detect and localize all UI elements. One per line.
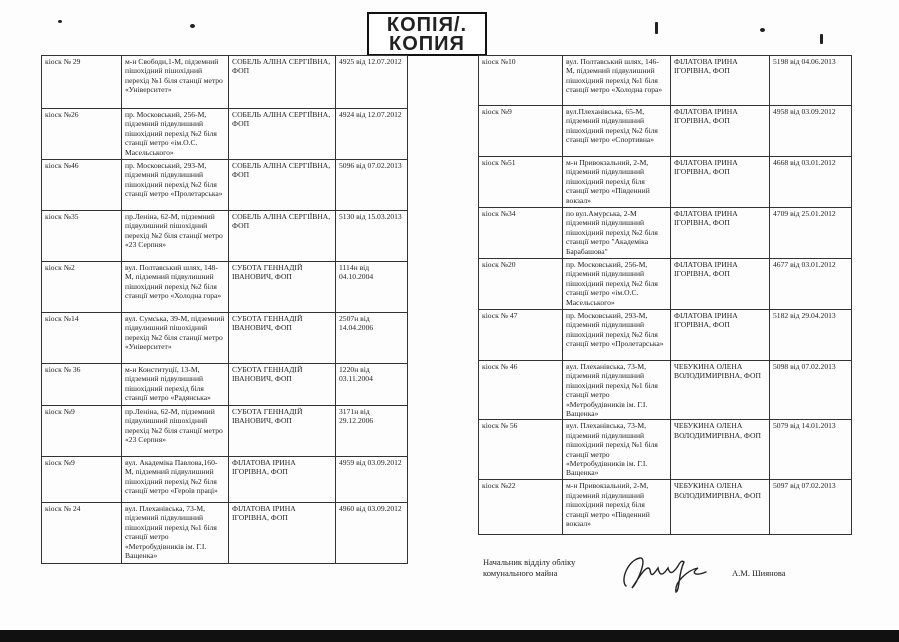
kiosk-number-cell: кіоск №14 xyxy=(42,313,122,364)
contract-cell: 5182 від 29.04.2013 xyxy=(770,310,852,361)
owner-cell: ФІЛАТОВА ІРИНА ІГОРІВНА, ФОП xyxy=(671,157,770,208)
scan-speck xyxy=(58,20,62,23)
signature-image xyxy=(618,552,713,594)
contract-cell: 1114н від 04.10.2004 xyxy=(336,262,408,313)
address-cell: м-н Привокзальний, 2-М, підземний підвулишний пішохідний перехід біля станції метро «Південний вокзал» xyxy=(563,157,671,208)
kiosk-number-cell: кіоск № 24 xyxy=(42,503,122,564)
contract-cell: 5130 від 15.03.2013 xyxy=(336,211,408,262)
owner-cell: СОБЕЛЬ АЛІНА СЕРГІЇВНА, ФОП xyxy=(229,109,336,160)
address-cell: пр. Московський, 293-М, підземний підвулишний пішохідний перехід №2 біля станції метро «Пролетарська» xyxy=(563,310,671,361)
contract-cell: 5096 від 07.02.2013 xyxy=(336,160,408,211)
kiosk-number-cell: кіоск № 56 xyxy=(479,420,563,480)
owner-cell: ФІЛАТОВА ІРИНА ІГОРІВНА, ФОП xyxy=(671,56,770,106)
contract-cell: 5097 від 07.02.2013 xyxy=(770,480,852,535)
position-line-1: Начальник відділу обліку xyxy=(483,557,576,567)
kiosk-number-cell: кіоск №26 xyxy=(42,109,122,160)
address-cell: вул.Плеханівська, 65-М, підземний підвулишний пішохідний перехід №2 біля станції метро «Спортивна» xyxy=(563,106,671,157)
contract-cell: 4925 від 12.07.2012 xyxy=(336,56,408,109)
table-row xyxy=(42,160,408,211)
table-row xyxy=(42,503,408,564)
scan-speck xyxy=(655,22,658,34)
table-row xyxy=(42,56,408,109)
owner-cell: СУБОТА ГЕННАДІЙ ІВАНОВИЧ, ФОП xyxy=(229,364,336,406)
address-cell: пр.Леніна, 62-М, підземний підвулишний пішохідний перехід №2 біля станції метро «23 Серпня» xyxy=(122,406,229,457)
kiosk-number-cell: кіоск №20 xyxy=(479,259,563,310)
copy-stamp xyxy=(367,12,487,56)
kiosk-number-cell: кіоск №2 xyxy=(42,262,122,313)
kiosk-number-cell: кіоск №9 xyxy=(42,406,122,457)
table-row xyxy=(479,259,852,310)
contract-cell: 4677 від 03.01.2012 xyxy=(770,259,852,310)
kiosk-number-cell: кіоск №9 xyxy=(42,457,122,503)
owner-cell: ФІЛАТОВА ІРИНА ІГОРІВНА, ФОП xyxy=(671,208,770,259)
scan-speck xyxy=(760,28,765,32)
stamp-line-2: КОПИЯ xyxy=(389,33,465,55)
position-line-2: комунального майна xyxy=(483,568,558,578)
kiosk-number-cell: кіоск № 36 xyxy=(42,364,122,406)
kiosk-number-cell: кіоск №46 xyxy=(42,160,122,211)
contract-cell: 4959 від 03.09.2012 xyxy=(336,457,408,503)
kiosk-number-cell: кіоск № 47 xyxy=(479,310,563,361)
scan-edge xyxy=(0,630,899,642)
owner-cell: СОБЕЛЬ АЛІНА СЕРГІЇВНА, ФОП xyxy=(229,160,336,211)
contract-cell: 4668 від 03.01.2012 xyxy=(770,157,852,208)
table-row xyxy=(42,313,408,364)
owner-cell: ЧЕБУКИНА ОЛЕНА ВОЛОДИМИРІВНА, ФОП xyxy=(671,420,770,480)
address-cell: пр. Московський, 256-М, підземний підвулишний пішохідний перехід №2 біля станції метро «ім.О.С. Масельського» xyxy=(563,259,671,310)
address-cell: вул. Полтавський шлях, 148-М, підземний підвулишний пішохідний перехід №2 біля станції метро «Холодна гора» xyxy=(122,262,229,313)
table-row xyxy=(479,420,852,480)
kiosk-number-cell: кіоск №51 xyxy=(479,157,563,208)
table-row xyxy=(42,109,408,160)
table-row xyxy=(42,211,408,262)
table-row xyxy=(479,361,852,420)
table-row xyxy=(42,364,408,406)
table-row xyxy=(479,480,852,535)
contract-cell: 1220н від 03.11.2004 xyxy=(336,364,408,406)
owner-cell: ЧЕБУКИНА ОЛЕНА ВОЛОДИМИРІВНА, ФОП xyxy=(671,480,770,535)
kiosk-number-cell: кіоск № 46 xyxy=(479,361,563,420)
contract-cell: 5098 від 07.02.2013 xyxy=(770,361,852,420)
owner-cell: СУБОТА ГЕННАДІЙ ІВАНОВИЧ, ФОП xyxy=(229,262,336,313)
address-cell: вул. Плеханівська, 73-М, підземний підвулишний пішохідний перехід №1 біля станції метро «Метробудівників ім. Г.І. Ващенка» xyxy=(122,503,229,564)
table-row xyxy=(42,406,408,457)
kiosk-number-cell: кіоск № 29 xyxy=(42,56,122,109)
contract-cell: 3171н від 29.12.2006 xyxy=(336,406,408,457)
stamp-line-1: КОПІЯ/. xyxy=(386,14,468,36)
contract-cell: 4960 від 03.09.2012 xyxy=(336,503,408,564)
table-row xyxy=(479,208,852,259)
scan-speck xyxy=(190,24,195,28)
address-cell: вул. Плеханівська, 73-М, підземний підвулишний пішохідний перехід №1 біля станції метро «Метробудівників ім. Г.І. Ващенка» xyxy=(563,361,671,420)
owner-cell: ФІЛАТОВА ІРИНА ІГОРІВНА, ФОП xyxy=(671,106,770,157)
owner-cell: ФІЛАТОВА ІРИНА ІГОРІВНА, ФОП xyxy=(229,503,336,564)
address-cell: пр. Московський, 293-М, підземний підвулишний пішохідний перехід №2 біля станції метро «Пролетарська» xyxy=(122,160,229,211)
address-cell: по вул.Амурська, 2-М підземний підвулишний пішохідний перехід №2 біля станції метро "Академіка Барабашова" xyxy=(563,208,671,259)
kiosk-number-cell: кіоск №10 xyxy=(479,56,563,106)
table-row xyxy=(479,106,852,157)
scan-speck xyxy=(820,34,823,44)
owner-cell: СОБЕЛЬ АЛІНА СЕРГІЇВНА, ФОП xyxy=(229,56,336,109)
signatory-position xyxy=(483,557,575,579)
address-cell: м-н Свободи,1-М, підземний пішохідний пішохідний перехід №1 біля станції метро «Університет» xyxy=(122,56,229,109)
address-cell: вул. Сумська, 39-М, підземний підвулишний пішохідний перехід №2 біля станції метро «Університет» xyxy=(122,313,229,364)
kiosk-number-cell: кіоск №35 xyxy=(42,211,122,262)
address-cell: пр.Леніна, 62-М, підземний підвулишний пішохідний перехід №2 біля станції метро «23 Серпня» xyxy=(122,211,229,262)
contract-cell: 5198 від 04.06.2013 xyxy=(770,56,852,106)
table-row xyxy=(479,157,852,208)
contract-cell: 4958 від 03.09.2012 xyxy=(770,106,852,157)
contract-cell: 2507н від 14.04.2006 xyxy=(336,313,408,364)
table-row xyxy=(42,262,408,313)
kiosk-table-right xyxy=(478,55,852,535)
address-cell: м-н Привокзальний, 2-М, підземний підвулишний пішохідний перехід біля станції метро «Південний вокзал» xyxy=(563,480,671,535)
address-cell: вул. Полтавський шлях, 146-М, підземний підвулишний пішохідний перехід №1 біля станції метро «Холодна гора» xyxy=(563,56,671,106)
owner-cell: ФІЛАТОВА ІРИНА ІГОРІВНА, ФОП xyxy=(229,457,336,503)
owner-cell: ФІЛАТОВА ІРИНА ІГОРІВНА, ФОП xyxy=(671,310,770,361)
table-row xyxy=(479,310,852,361)
owner-cell: СОБЕЛЬ АЛІНА СЕРГІЇВНА, ФОП xyxy=(229,211,336,262)
signatory-name: А.М. Шиянова xyxy=(732,568,786,578)
kiosk-table-left xyxy=(41,55,408,564)
kiosk-number-cell: кіоск №34 xyxy=(479,208,563,259)
kiosk-number-cell: кіоск №9 xyxy=(479,106,563,157)
kiosk-number-cell: кіоск №22 xyxy=(479,480,563,535)
address-cell: вул. Плеханівська, 73-М, підземний підвулишний пішохідний перехід №1 біля станції метро «Метробудівників ім. Г.І. Ващенка» xyxy=(563,420,671,480)
owner-cell: СУБОТА ГЕННАДІЙ ІВАНОВИЧ, ФОП xyxy=(229,313,336,364)
table-row xyxy=(479,56,852,106)
owner-cell: СУБОТА ГЕННАДІЙ ІВАНОВИЧ, ФОП xyxy=(229,406,336,457)
address-cell: м-н Конституції, 13-М, підземний підвулишний пішохідний перехід біля станції метро «Радянська» xyxy=(122,364,229,406)
contract-cell: 4709 від 25.01.2012 xyxy=(770,208,852,259)
owner-cell: ЧЕБУКИНА ОЛЕНА ВОЛОДИМИРІВНА, ФОП xyxy=(671,361,770,420)
address-cell: пр. Московський, 256-М, підземний підвулишний пішохідний перехід №2 біля станції метро «ім.О.С. Масельського» xyxy=(122,109,229,160)
contract-cell: 4924 від 12.07.2012 xyxy=(336,109,408,160)
table-row xyxy=(42,457,408,503)
address-cell: вул. Академіка Павлова,160-М, підземний підвулишний пішохідний перехід №2 біля станції метро «Героїв праці» xyxy=(122,457,229,503)
owner-cell: ФІЛАТОВА ІРИНА ІГОРІВНА, ФОП xyxy=(671,259,770,310)
contract-cell: 5079 від 14.01.2013 xyxy=(770,420,852,480)
